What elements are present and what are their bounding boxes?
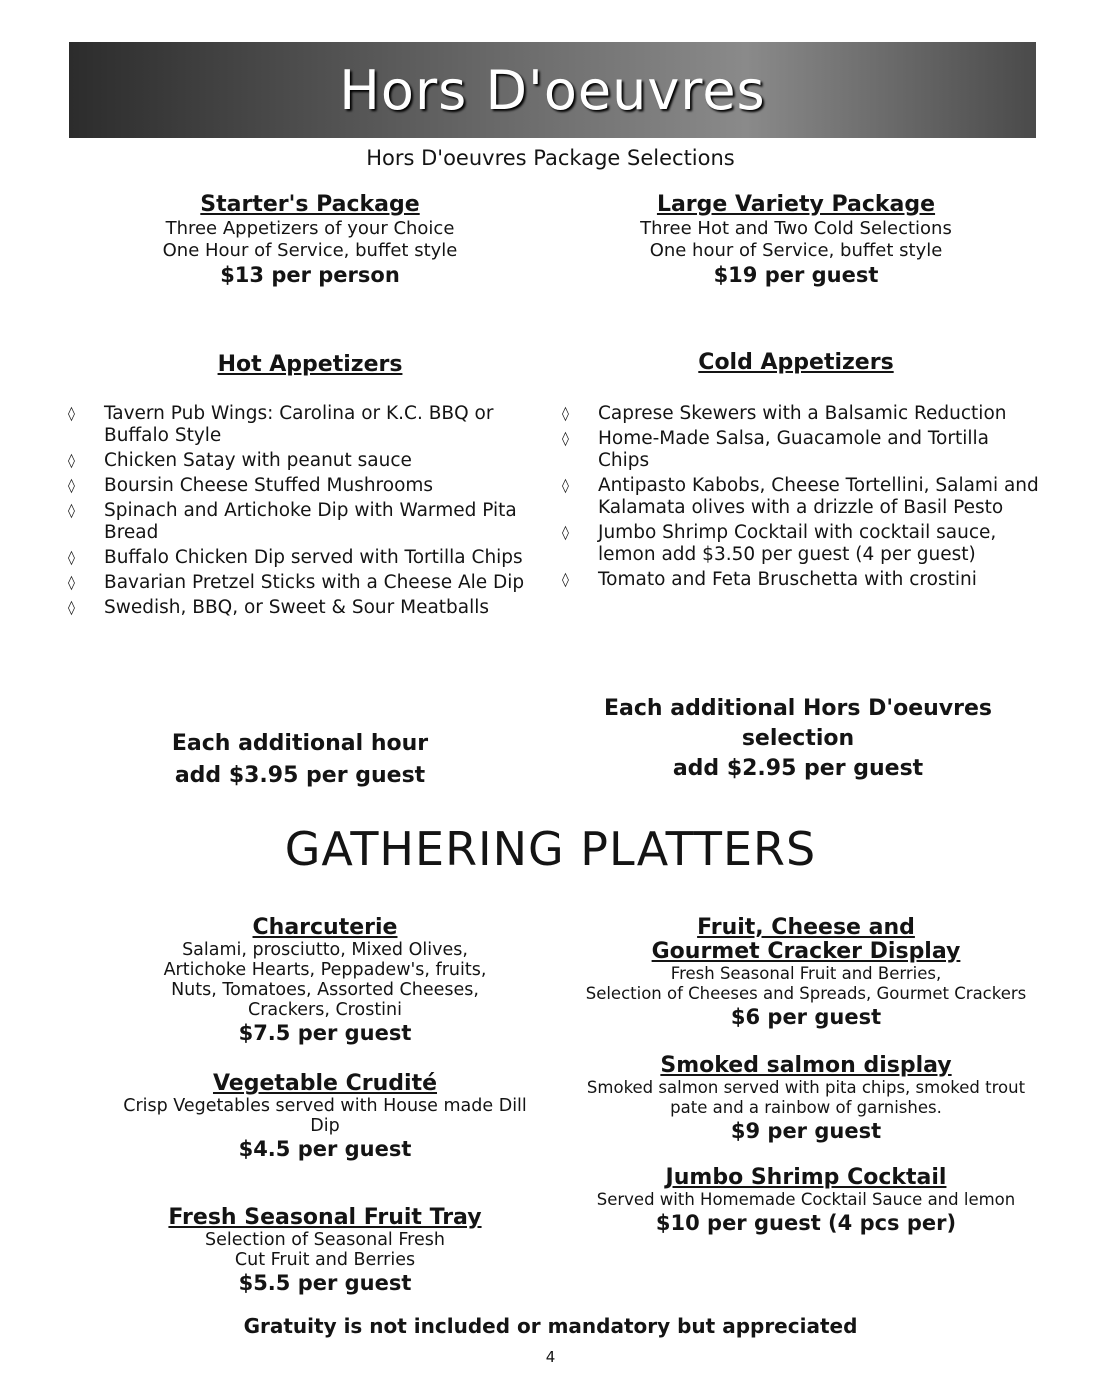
platter-desc: Smoked salmon served with pita chips, smoked trout xyxy=(586,1078,1026,1097)
shrimp-cocktail-platter xyxy=(562,1166,1050,1236)
platter-desc: Nuts, Tomatoes, Assorted Cheeses, xyxy=(171,980,479,1000)
package-line: Three Hot and Two Cold Selections xyxy=(640,218,952,239)
package-price: $19 per guest xyxy=(713,263,879,287)
large-variety-package xyxy=(586,192,1006,288)
list-item: ◊ Antipasto Kabobs, Cheese Tortellini, Salami and Kalamata olives with a drizzle of Basil Pesto xyxy=(562,475,1039,518)
diamond-bullet-icon: ◊ xyxy=(68,600,75,616)
platter-desc: Selection of Seasonal Fresh xyxy=(205,1230,445,1250)
additional-hour-price: add $3.95 per guest xyxy=(174,763,426,788)
platter-desc: Crackers, Crostini xyxy=(247,1000,402,1020)
diamond-bullet-icon: ◊ xyxy=(562,525,569,541)
hot-appetizers-title: Hot Appetizers xyxy=(217,352,403,377)
platter-price: $6 per guest xyxy=(730,1005,882,1029)
package-line: One Hour of Service, buffet style xyxy=(162,240,458,261)
vegetable-crudite-platter xyxy=(80,1072,570,1162)
package-subtitle: Hors D'oeuvres Package Selections xyxy=(366,146,735,170)
platter-price: $9 per guest xyxy=(730,1119,882,1143)
list-item: ◊ Boursin Cheese Stuffed Mushrooms xyxy=(68,475,434,496)
platter-title: Vegetable Crudité xyxy=(212,1071,438,1096)
package-line: One hour of Service, buffet style xyxy=(649,240,943,261)
fruit-tray-platter xyxy=(110,1206,540,1296)
diamond-bullet-icon: ◊ xyxy=(68,478,75,494)
diamond-bullet-icon: ◊ xyxy=(562,572,569,588)
starter-package xyxy=(110,192,510,288)
platters-heading: GATHERING PLATTERS xyxy=(284,822,817,876)
page-number: 4 xyxy=(545,1348,556,1366)
cold-appetizers-title: Cold Appetizers xyxy=(698,350,894,375)
list-item: ◊ Bavarian Pretzel Sticks with a Cheese Ale Dip xyxy=(68,572,525,593)
gratuity-note: Gratuity is not included or mandatory but appreciated xyxy=(243,1314,858,1338)
platter-desc: Crisp Vegetables served with House made Dill xyxy=(123,1096,527,1116)
platter-title-2: Gourmet Cracker Display xyxy=(651,939,961,964)
list-item: ◊ Home-Made Salsa, Guacamole and Tortilla Chips xyxy=(562,428,989,471)
diamond-bullet-icon: ◊ xyxy=(68,503,75,519)
diamond-bullet-icon: ◊ xyxy=(562,478,569,494)
diamond-bullet-icon: ◊ xyxy=(562,406,569,422)
platter-desc: Served with Homemade Cocktail Sauce and lemon xyxy=(596,1190,1016,1209)
package-title: Large Variety Package xyxy=(656,192,936,217)
platter-desc: Cut Fruit and Berries xyxy=(234,1250,416,1270)
list-item: ◊ Swedish, BBQ, or Sweet & Sour Meatballs xyxy=(68,597,490,618)
hot-appetizers-list xyxy=(68,403,550,622)
platter-price: $4.5 per guest xyxy=(238,1137,412,1161)
fruit-cheese-platter xyxy=(562,916,1050,1030)
diamond-bullet-icon: ◊ xyxy=(68,453,75,469)
list-item: ◊ Chicken Satay with peanut sauce xyxy=(68,450,412,471)
platter-desc: Artichoke Hearts, Peppadew's, fruits, xyxy=(163,960,487,980)
platter-title: Charcuterie xyxy=(252,915,398,940)
package-price: $13 per person xyxy=(220,263,400,287)
additional-hour-label: Each additional hour xyxy=(171,731,429,756)
platter-title: Jumbo Shrimp Cocktail xyxy=(665,1165,947,1190)
diamond-bullet-icon: ◊ xyxy=(68,406,75,422)
platter-price: $10 per guest (4 pcs per) xyxy=(655,1211,957,1235)
platter-title: Fresh Seasonal Fruit Tray xyxy=(168,1205,482,1230)
list-item: ◊ Caprese Skewers with a Balsamic Reduction xyxy=(562,403,1007,424)
additional-selection-label-2: selection xyxy=(741,726,855,751)
charcuterie-platter xyxy=(90,916,560,1046)
platter-desc: Selection of Cheeses and Spreads, Gourmet Crackers xyxy=(585,984,1027,1003)
list-item: ◊ Tomato and Feta Bruschetta with crostini xyxy=(562,569,977,590)
package-line: Three Appetizers of your Choice xyxy=(165,218,455,239)
smoked-salmon-platter xyxy=(562,1054,1050,1144)
list-item: ◊ Jumbo Shrimp Cocktail with cocktail sauce, lemon add $3.50 per guest (4 per guest) xyxy=(562,522,997,565)
cold-appetizers-list xyxy=(562,403,1042,594)
additional-selection-label: Each additional Hors D'oeuvres xyxy=(603,696,993,721)
platter-title: Smoked salmon display xyxy=(660,1053,952,1078)
diamond-bullet-icon: ◊ xyxy=(68,575,75,591)
diamond-bullet-icon: ◊ xyxy=(562,431,569,447)
diamond-bullet-icon: ◊ xyxy=(68,550,75,566)
additional-selection xyxy=(580,694,1016,784)
additional-hour xyxy=(120,728,480,792)
platter-desc: Fresh Seasonal Fruit and Berries, xyxy=(670,964,942,983)
platter-price: $7.5 per guest xyxy=(238,1021,412,1045)
page-title: Hors D'oeuvres xyxy=(339,58,766,122)
title-banner xyxy=(69,42,1036,138)
list-item: ◊ Tavern Pub Wings: Carolina or K.C. BBQ or Buffalo Style xyxy=(68,403,494,446)
platter-desc: Dip xyxy=(310,1116,340,1136)
additional-selection-price: add $2.95 per guest xyxy=(672,756,924,781)
list-item: ◊ Spinach and Artichoke Dip with Warmed Pita Bread xyxy=(68,500,517,543)
platter-desc: pate and a rainbow of garnishes. xyxy=(670,1098,942,1117)
platter-desc: Salami, prosciutto, Mixed Olives, xyxy=(182,940,468,960)
list-item: ◊ Buffalo Chicken Dip served with Tortilla Chips xyxy=(68,547,523,568)
package-title: Starter's Package xyxy=(200,192,420,217)
platter-title: Fruit, Cheese and xyxy=(697,915,915,940)
platter-price: $5.5 per guest xyxy=(238,1271,412,1295)
